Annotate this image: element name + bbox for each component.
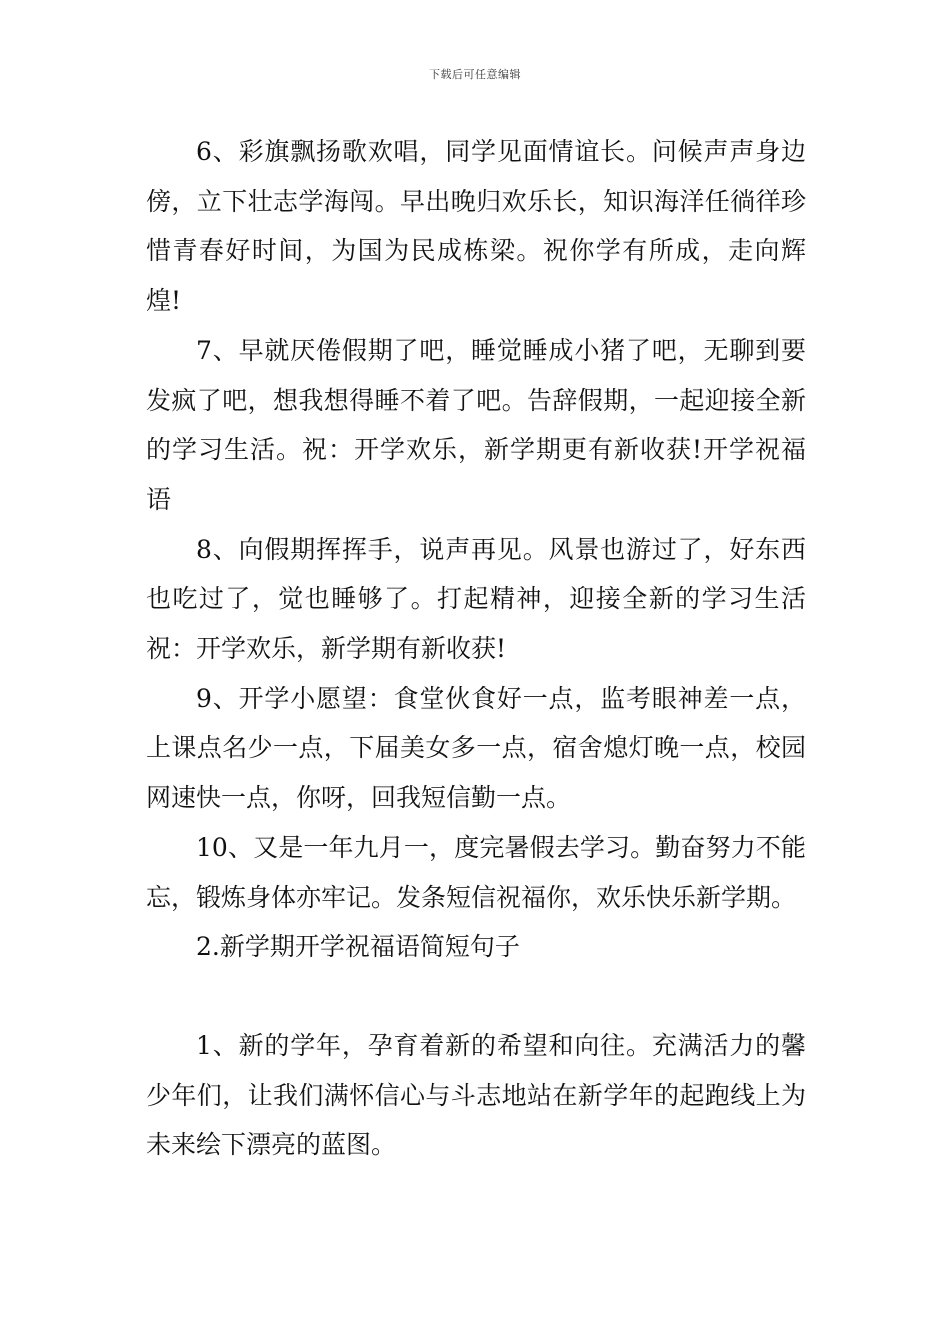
section-paragraph-1: 1、新的学年，孕育着新的希望和向往。充满活力的馨少年们，让我们满怀信心与斗志地站在新学年的起跑线上为未来绘下漂亮的蓝图。 — [146, 1030, 806, 1160]
paragraph-7: 7、早就厌倦假期了吧，睡觉睡成小猪了吧，无聊到要发疯了吧，想我想得睡不着了吧。告辞假期，一起迎接全新的学习生活。祝：开学欢乐，新学期更有新收获!开学祝福语 — [146, 335, 806, 514]
section-heading: 2.新学期开学祝福语简短句子 — [196, 932, 520, 962]
document-body — [146, 127, 806, 1170]
paragraph-9: 9、开学小愿望：食堂伙食好一点，监考眼神差一点，上课点名少一点，下届美女多一点，宿舍熄灯晚一点，校园网速快一点，你呀，回我短信勤一点。 — [146, 683, 806, 813]
paragraph-10: 10、又是一年九月一，度完暑假去学习。勤奋努力不能忘，锻炼身体亦牢记。发条短信祝福你，欢乐快乐新学期。 — [146, 832, 806, 912]
page-header-note: 下载后可任意编辑 — [429, 68, 521, 81]
paragraph-6: 6、彩旗飘扬歌欢唱，同学见面情谊长。问候声声身边傍，立下壮志学海闯。早出晚归欢乐长，知识海洋任徜徉珍惜青春好时间，为国为民成栋梁。祝你学有所成，走向辉煌! — [146, 137, 806, 316]
paragraph-8: 8、向假期挥挥手，说声再见。风景也游过了，好东西也吃过了，觉也睡够了。打起精神，迎接全新的学习生活祝：开学欢乐，新学期有新收获! — [146, 534, 806, 664]
